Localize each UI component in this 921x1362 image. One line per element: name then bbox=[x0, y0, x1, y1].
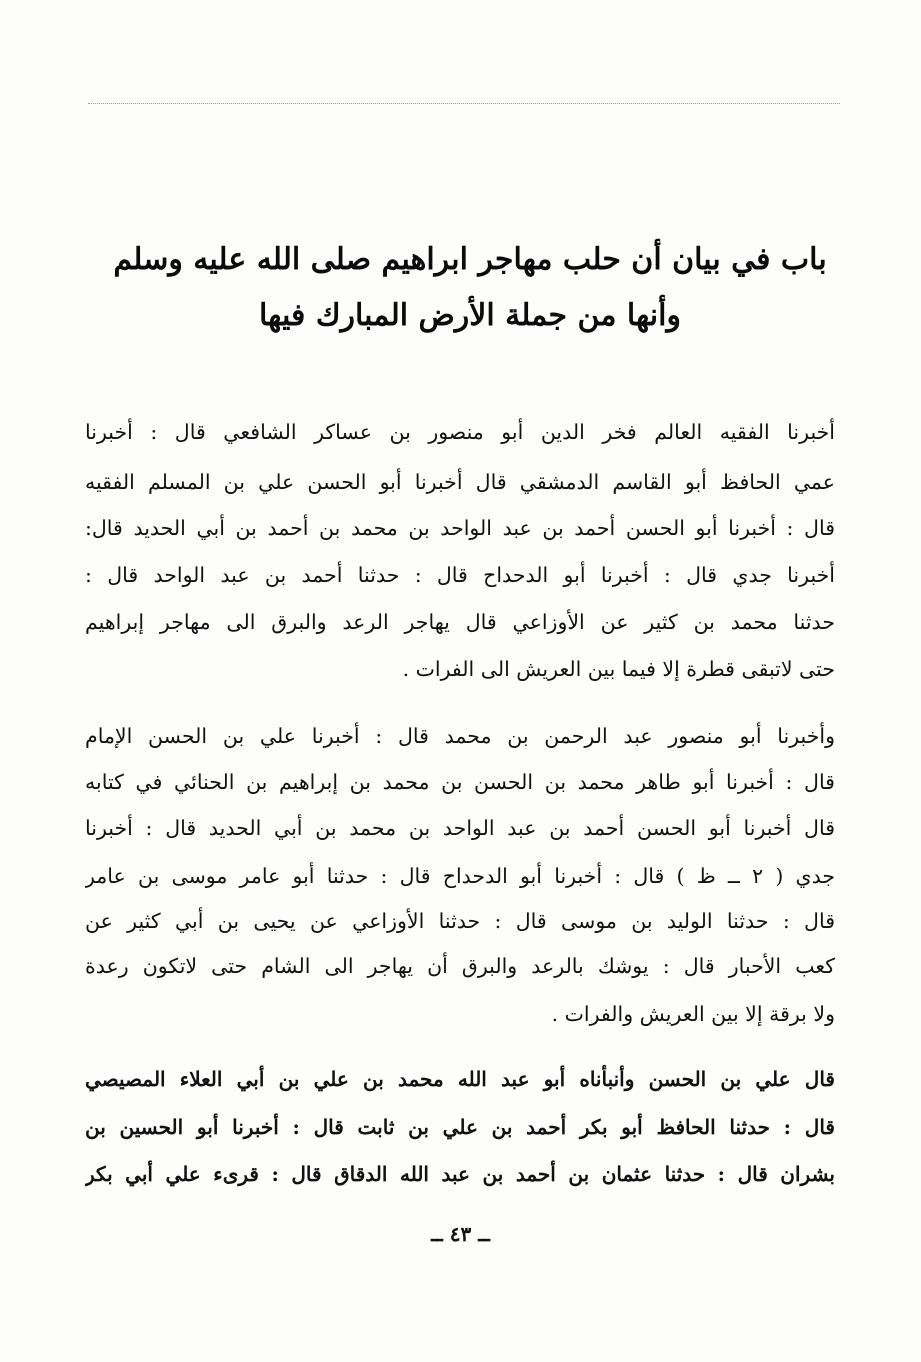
paragraph-2-line-2: قال : أخبرنا أبو طاهر محمد بن الحسن بن محمد بن إبراهيم بن الحنائي في كتابه bbox=[85, 770, 835, 794]
paragraph-1-line-2: عمي الحافظ أبو القاسم الدمشقي قال أخبرنا أبو الحسن علي بن المسلم الفقيه bbox=[85, 470, 835, 494]
paragraph-3-line-2: قال : حدثنا الحافظ أبو بكر أحمد بن علي بن ثابت قال : أخبرنا أبو الحسين بن bbox=[85, 1115, 835, 1139]
paragraph-2-line-3: قال أخبرنا أبو الحسن أحمد بن عبد الواحد بن محمد بن أبي الحديد قال : أخبرنا bbox=[85, 816, 835, 840]
paragraph-1-line-4: أخبرنا جدي قال : أخبرنا أبو الدحداح قال : حدثنا أحمد بن عبد الواحد قال : bbox=[85, 563, 835, 587]
paragraph-2-line-5: قال : حدثنا الوليد بن موسى قال : حدثنا الأوزاعي عن يحيى بن أبي كثير عن bbox=[85, 909, 835, 933]
chapter-title-line-1: باب في بيان أن حلب مهاجر ابراهيم صلى الله عليه وسلم bbox=[113, 242, 827, 277]
paragraph-3-line-3: بشران قال : حدثنا عثمان بن أحمد بن عبد الله الدقاق قال : قرىء علي أبي بكر bbox=[85, 1162, 835, 1186]
page-number: ــ ٤٣ ــ bbox=[431, 1222, 490, 1246]
paragraph-1-line-1: أخبرنا الفقيه العالم فخر الدين أبو منصور بن عساكر الشافعي قال : أخبرنا bbox=[85, 420, 835, 444]
paragraph-2-line-1: وأخبرنا أبو منصور عبد الرحمن بن محمد قال : أخبرنا علي بن الحسن الإمام bbox=[85, 724, 835, 748]
paragraph-2-line-6: كعب الأحبار قال : يوشك بالرعد والبرق أن يهاجر الى الشام حتى لاتكون رعدة bbox=[85, 954, 835, 978]
header-rule bbox=[88, 103, 840, 104]
paragraph-1-line-5: حدثنا محمد بن كثير عن الأوزاعي قال يهاجر الرعد والبرق الى مهاجر إبراهيم bbox=[85, 610, 835, 634]
paragraph-2-line-7: ولا برقة إلا بين العريش والفرات . bbox=[551, 1002, 835, 1026]
paragraph-1-line-3: قال : أخبرنا أبو الحسن أحمد بن عبد الواحد بن محمد بن أحمد بن أبي الحديد قال: bbox=[85, 516, 835, 540]
paragraph-2-line-4: جدي ( ٢ ــ ظ ) قال : أخبرنا أبو الدحداح قال : حدثنا أبو عامر موسى بن عامر bbox=[85, 864, 835, 888]
chapter-title-line-2: وأنها من جملة الأرض المبارك فيها bbox=[259, 298, 681, 333]
paragraph-1-line-6: حتى لاتبقى قطرة إلا فيما بين العريش الى الفرات . bbox=[402, 657, 835, 681]
paragraph-3-line-1: قال علي بن الحسن وأنبأناه أبو عبد الله محمد بن علي بن أبي العلاء المصيصي bbox=[85, 1067, 835, 1091]
